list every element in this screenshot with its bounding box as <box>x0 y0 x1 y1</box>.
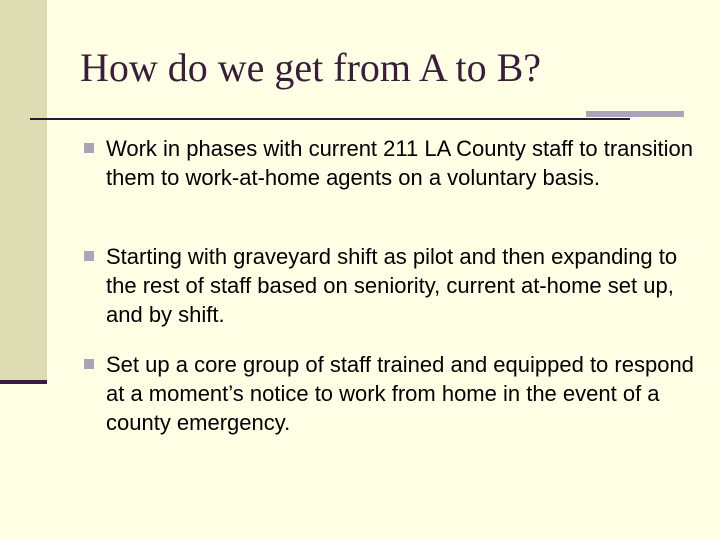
bullet-text: Starting with graveyard shift as pilot and then expanding to the rest of staff based on seniority, current at-home set up, and by shift. <box>106 244 678 327</box>
left-decorative-band <box>0 0 47 382</box>
title-underline <box>30 118 630 120</box>
bullet-text: Set up a core group of staff trained and equipped to respond at a moment’s notice to work from home in the event of a county emergency. <box>106 352 694 435</box>
square-bullet-icon <box>84 251 94 261</box>
slide-title: How do we get from A to B? <box>80 45 542 90</box>
square-bullet-icon <box>84 359 94 369</box>
left-band-accent-line <box>0 380 47 384</box>
square-bullet-icon <box>84 143 94 153</box>
bullet-text: Work in phases with current 211 LA County staff to transition them to work-at-home agents on a voluntary basis. <box>106 136 693 190</box>
title-underline-accent <box>586 111 684 117</box>
